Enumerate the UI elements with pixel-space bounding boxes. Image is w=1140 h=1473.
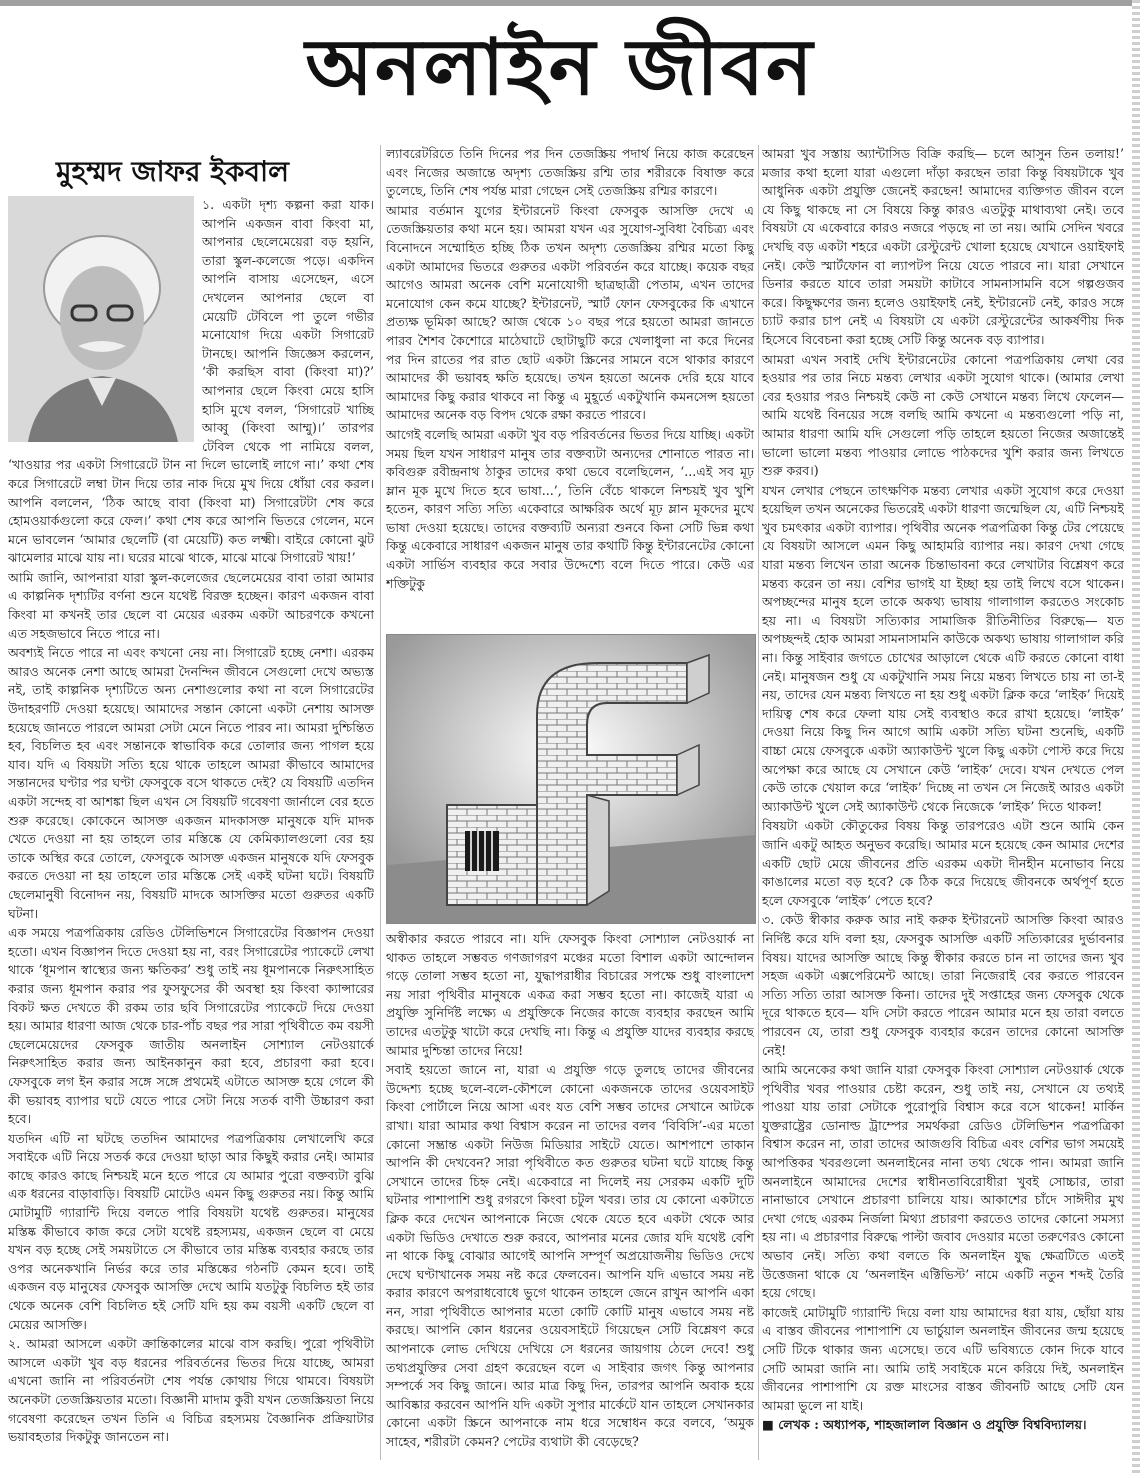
column-divider xyxy=(380,145,381,1460)
facebook-prison-illustration xyxy=(386,634,756,924)
author-portrait xyxy=(8,196,194,442)
paragraph: বিষয়টা একটা কৌতুকের বিষয় কিন্তু তারপরেও এটা শুনে আমি কেন জানি একটু আহত অনুভব করেছি। আমার মনে হয়েছে কেন আমার দেশের একটি ছোট মেয়ে জীবনের প্রতি এরকম একটা দীনহীন মনোভাব নিয়ে কাঙালের মতো বড় হবে? কে ঠিক করে দিয়েছে জীবনকে অর্থপূর্ণ হতে হলে ফেসবুকে ‘লাইক’ পেতে হবে? xyxy=(762,818,1124,908)
top-rule xyxy=(0,0,1140,6)
article-column-1 xyxy=(8,196,374,1460)
article-column-2-bottom xyxy=(386,930,754,1460)
paragraph: ১. একটা দৃশ্য কল্পনা করা যাক। আপনি একজন বাবা কিংবা মা, আপনার ছেলেমেয়েরা বড় হয়নি, তারা স্কুল-কলেজে পড়ে। একদিন আপনি বাসায় এসেছেন, এসে দেখলেন আপনার ছেলে বা মেয়েটি টেবিলে পা তুলে গভীর মনোযোগ দিয়ে একটা সিগারেট টানছে। আপনি জিজ্ঞেস করলেন, ‘কী করছিস বাবা (কিংবা মা)?’ আপনার ছেলে কিংবা মেয়ে হাসি হাসি মুখে বলল, ‘সিগারেট খাচ্ছি আব্বু (কিংবা আম্মু)।’ তারপর টেবিল থেকে পা নামিয়ে বলল, ‘খাওয়ার পর একটা সিগারেটে টান না দিলে ভালোই লাগে না।’ কথা শেষ করে সিগারেটে লম্বা টান দিয়ে তার নাক দিয়ে মুখ দিয়ে ধোঁয়া বের করল। আপনি বললেন, ‘ঠিক আছে বাবা (কিংবা মা) সিগারেটটা শেষ করে হোমওয়ার্কগুলো করে ফেল।’ কথা শেষ করে আপনি ভিতরে গেলেন, মনে মনে ভাবলেন ‘আমার ছেলেটি (বা মেয়েটি) কত লক্ষ্মী। বাইরে কোনো ঝুট ঝামেলার মাঝে যায় না। ঘরের মাঝে থাকে, মাঝে মাঝে সিগারেট খায়!’ xyxy=(8,197,374,566)
paragraph: অস্বীকার করতে পারবে না। যদি ফেসবুক কিংবা সোশ্যাল নেটওয়ার্ক না থাকত তাহলে সম্ভবত গণজাগরণ মঞ্চের মতো বিশাল একটা আন্দোলন গড়ে তোলা সম্ভব হতো না, যুদ্ধাপরাধীর বিচারের সপক্ষে শুধু বাংলাদেশ নয় সারা পৃথিবীর মানুষকে একত্র করা সম্ভব হতো না। কাজেই যারা এ প্রযুক্তি সুনির্দিষ্ট লক্ষ্যে এ প্রযুক্তিকে নিজের কাজে ব্যবহার করছেন আমি তাদের এতটুকু খাটো করে দেখছি না। কিন্তু এ প্রযুক্তি যাদের ব্যবহার করছে আমার দুশ্চিন্তা তাদের নিয়ে! xyxy=(386,931,754,1058)
paragraph: যখন লেখার পেছনে তাৎক্ষণিক মন্তব্য লেখার একটা সুযোগ করে দেওয়া হয়েছিল তখন অনেকের ভিতরেই একটা ধারণা জন্মেছিল যে, এটি নিশ্চয়ই খুব চমৎকার একটা ব্যাপার। পৃথিবীর অনেক পত্রপত্রিকা কিন্তু টের পেয়েছে যে বিষয়টা আসলে এমন কিছু আহামরি ব্যাপার নয়। কারণ দেখা গেছে যারা মন্তব্য লিখেন তারা অনেক চিন্তাভাবনা করে লেখাটার বিশ্লেষণ করে মন্তব্য করেন তা নয়। বেশির ভাগই যা ইচ্ছা হয় তাই লিখে বসে থাকেন। অপচ্ছন্দের মানুষ হলে তাকে অকথ্য ভাষায় গালাগাল করতেও সংকোচ হয় না। এ বিষয়টা সত্যিকার সামাজিক রীতিনীতির বিরুদ্ধে— যত অপচ্ছন্দই হোক আমরা সামনাসামনি কাউকে অকথ্য ভাষায় গালাগাল করি না। কিন্তু সাইবার জগতে চোখের আড়ালে থেকে এটি করতে কোনো বাধা নেই। মানুষজন শুধু যে একটুখানি সময় নিয়ে মন্তব্য লিখতে চায় না তা-ই নয়, তাদের যেন মন্তব্য লিখতে না হয় শুধু একটা ক্লিক করে ‘লাইক’ দিয়েই দায়িত্ব শেষ করে ফেলা যায় সেই ব্যবস্থাও করে রাখা হয়েছে। ‘লাইক’ দেওয়া নিয়ে কিছু দিন আগে আমি একটা সত্যি ঘটনা শুনেছি, একটি বাচ্চা মেয়ে ফেসবুকে একটা অ্যাকাউন্ট খুলে কিছু একটা পোস্ট করে দিয়ে অপেক্ষা করে আছে যে সেখানে কেউ ‘লাইক’ দেবে। যখন দেখতে পেল কেউ তাকে খেয়াল করে ‘লাইক’ দিচ্ছে না তখন সে নিজেই আরও একটা অ্যাকাউন্ট খুলে সেই অ্যাকাউন্ট থেকে নিজেকে ‘লাইক’ দিতে থাকল! xyxy=(762,482,1124,814)
paragraph: যতদিন এটি না ঘটছে ততদিন আমাদের পত্রপত্রিকায় লেখালেখি করে সবাইকে এটি নিয়ে সতর্ক করে দেওয়া ছাড়া আর কিছুই করার নেই। আমার কাছে কারও কাছে নিশ্চয়ই মনে হতে পারে যে আমার পুরো বক্তব্যটা বুঝি এক ধরনের বাড়াবাড়ি। বিষয়টি মোটেও এমন কিছু গুরুতর নয়। কিন্তু আমি মোটামুটি গ্যারান্টি দিয়ে বলতে পারি বিষয়টা যথেষ্ট গুরুতর। মানুষের মস্তিষ্ক কীভাবে কাজ করে সেটা যথেষ্ট রহস্যময়, একজন ছেলে বা মেয়ে যখন বড় হচ্ছে সেই সময়টাতে সে কীভাবে তার মস্তিষ্ক ব্যবহার করছে তার ওপর অনেকখানি নির্ভর করে তার মস্তিষ্কের গঠনটি কেমন হবে। তাই একজন বড় মানুষের ফেসবুক আসক্তি দেখে আমি যতটুকু বিচলিত হই তার থেকে অনেক বেশি বিচলিত হই সেটি যদি হয় কম বয়সী একটি ছেলে বা মেয়ের আসক্তি। xyxy=(8,1130,374,1332)
paragraph: আমার বর্তমান যুগের ইন্টারনেট কিংবা ফেসবুক আসক্তি দেখে এ তেজস্ক্রিয়তার কথা মনে হয়। আমরা যখন এর সুযোগ-সুবিধা বৈচিত্র্য এবং বিনোদনে সম্মোহিত হচ্ছি ঠিক তখন অদৃশ্য তেজস্ক্রিয় রশ্মির মতো কিছু একটা আমাদের ভিতরে গুরুতর একটা পরিবর্তন করে যাচ্ছে। কয়েক বছর আগেও আমরা অনেক বেশি মনোযোগী ছাত্রছাত্রী পেতাম, এখন তাদের মনোযোগ কেন কমে যাচ্ছে? ইন্টারনেট, স্মার্ট ফোন ফেসবুকের কি এখানে প্রত্যক্ষ ভূমিকা আছে? আজ থেকে ১০ বছর পরে হয়তো আমরা জানতে পারব শৈশব কৈশোরে মাঠেঘাটে ছোটাছুটি করে খেলাধুলা না করে দিনের পর দিন রাতের পর রাত ছোট একটা স্ক্রিনের সামনে বসে থাকার কারণে আমাদের কী ভয়াবহ ক্ষতি হয়েছে। তখন হয়তো অনেক দেরি হয়ে যাবে আমাদের কিছু করার থাকবে না কিন্তু এ মুহূর্তে একটুখানি কমনসেন্স হয়তো আমাদের অনেক বড় বিপদ থেকে রক্ষা করতে পারবে। xyxy=(386,202,754,423)
page-edge xyxy=(1132,0,1140,1473)
paragraph: কাজেই মোটামুটি গ্যারান্টি দিয়ে বলা যায় আমাদের ধরা যায়, ছোঁয়া যায় এ বাস্তব জীবনের পাশাপাশি যে ভার্চুয়াল অনলাইন জীবনের জন্ম হয়েছে সেটি টিকে থাকার জন্য এসেছে। তবে এটি ভবিষ্যতে কোন দিকে যাবে সেটি আমরা জানি না। আমি তাই সবাইকে মনে করিয়ে দিই, অনলাইন জীবনের পাশাপাশি যে রক্ত মাংসের বাস্তব জীবনটি আছে সেটি যেন আমরা ভুলে না যাই। xyxy=(762,1304,1124,1413)
article-column-3 xyxy=(762,145,1124,1460)
article-column-2-top xyxy=(386,145,754,625)
paragraph: আমরা খুব সস্তায় অ্যান্টাসিড বিক্রি করছি— চলে আসুন তিন তলায়!’ মজার কথা হলো যারা এগুলো দাঁড়া করছেন তারা কিন্তু বিষয়টাকে খুব আধুনিক একটা প্রযুক্তি জেনেই করছেন! আমাদের ব্যক্তিগত জীবন বলে যে কিছু থাকছে না সে বিষয়ে কিন্তু কারও এতটুকু মাথাব্যথা নেই। তবে বিষয়টা যে একেবারে কারও নজরে পড়ছে না তা নয়। আমি সেদিন খবরে দেখছি বড় একটা শহরে একটা রেস্টুরেন্ট খোলা হয়েছে যেখানে ওয়াইফাই নেই। কেউ স্মার্টফোন বা ল্যাপটপ নিয়ে যেতে পারবে না। যারা সেখানে ডিনার করতে যাবে তারা সময়টা কাটাবে সামনাসামনি বসে গল্পগুজব করে। কিছুক্ষণের জন্য হলেও ওয়াইফাই নেই, ইন্টারনেট নেই, কারও সঙ্গে চ্যাট করার চাপ নেই এ বিষয়টা যে একটা রেস্টুরেন্টের আকর্ষণীয় দিক হিসেবে বিবেচনা করা হচ্ছে সেটি কিন্তু অনেক বড় ব্যাপার। xyxy=(762,146,1124,347)
author-byline: মুহম্মদ জাফর ইকবাল xyxy=(56,155,290,188)
paragraph: ৩. কেউ স্বীকার করুক আর নাই করুক ইন্টারনেট আসক্তি কিংবা আরও নির্দিষ্ট করে যদি বলা হয়, ফেসবুক আসক্তি একটি সত্যিকারের দুর্ভাবনার বিষয়। যাদের আসক্তি আছে কিন্তু স্বীকার করতে চান না তাদের জন্য খুব সহজ একটা এক্সপেরিমেন্ট আছে। তারা নিজেরাই বের করতে পারবেন সত্যি সত্যি তারা আসক্ত কিনা। তাদের দুই সপ্তাহের জন্য ফেসবুক থেকে দূরে থাকতে হবে— যদি সেটা করতে পারেন আমার মনে হয় তারা বলতে পারবেন যে, তারা শুধু ফেসবুক ব্যবহার করেন তাদের কোনো আসক্তি নেই! xyxy=(762,912,1124,1058)
author-note: ■ লেখক : অধ্যাপক, শাহজালাল বিজ্ঞান ও প্রযুক্তি বিশ্ববিদ্যালয়। xyxy=(762,1417,1087,1433)
paragraph: আমরা এখন সবাই দেখি ইন্টারনেটের কোনো পত্রপত্রিকায় লেখা বের হওয়ার পর তার নিচে মন্তব্য লেখার একটা সুযোগ থাকে। (আমার লেখা বের হওয়ার পরও নিশ্চয়ই কেউ না কেউ সেখানে মন্তব্য লিখে ফেলেন— আমি যথেষ্ট বিনয়ের সঙ্গে বলছি আমি কখনো এ মন্তব্যগুলো পড়ি না, আমার ধারণা আমি যদি সেগুলো পড়ি তাহলে হয়তো নিজের অজান্তেই ভালো ভালো মন্তব্য পাওয়ার লোভে পাঠকদের খুশি করার জন্য লিখতে শুরু করব।) xyxy=(762,351,1124,479)
paragraph: আমি অনেকের কথা জানি যারা ফেসবুক কিংবা সোশ্যাল নেটওয়ার্ক থেকে পৃথিবীর খবর পাওয়ার চেষ্টা করেন, শুধু তাই নয়, সেখানে যে তথ্যই পাওয়া যায় তারা সেটাকে পুরোপুরি বিশ্বাস করে বসে থাকেন! মার্কিন যুক্তরাষ্ট্রের ডোনাল্ড ট্রাম্পের সমর্থকরা রেডিও টেলিভিশন পত্রপত্রিকা বিশ্বাস করেন না, তারা তাদের আজগুবি বিচিত্র এবং বেশির ভাগ সময়েই আপত্তিকর খবরগুলো অনলাইনের নানা তথ্য থেকে পান। আমরা জানি অনলাইনে আমাদের দেশের স্বাধীনতাবিরোধীরা খুবই সোচ্চার, তারা নানাভাবে সেখানে প্রচারণা চালিয়ে যায়। আকাশের চাঁদে সাঈদীর মুখ দেখা গেছে এরকম নির্জলা মিথ্যা প্রচারণা করতেও তাদের কোনো সমস্যা হয় না। এ প্রচারণার বিরুদ্ধে পাল্টা জবাব দেওয়ার মতো তরুণেরও কোনো অভাব নেই। সত্যি কথা বলতে কি অনলাইন যুদ্ধ ক্ষেত্রটিতে এতই উত্তেজনা থাকে যে ‘অনলাইন এক্টিভিস্ট’ নামে একটি নতুন শব্দই তৈরি হয়ে গেছে। xyxy=(762,1062,1124,1301)
paragraph: অবশ্যই নিতে পারে না এবং কখনো নেয় না। সিগারেট হচ্ছে নেশা। এরকম আরও অনেক নেশা আছে আমরা দৈনন্দিন জীবনে সেগুলো দেখে অভ্যস্ত নই, তাই কাল্পনিক দৃশ্যটিতে অন্য নেশাগুলোর কথা না বলে সিগারেটের উদাহরণটি দেওয়া হয়েছে। আমাদের সন্তান কোনো একটা নেশায় আসক্ত হয়েছে জানতে পারলে আমরা সেটা মেনে নিতে পারব না। আমরা দুশ্চিন্তিত হব, বিচলিত হব এবং সন্তানকে স্বাভাবিক করে তোলার জন্য পাগল হয়ে যাব। যদি এ বিষয়টা সত্যি হয়ে থাকে তাহলে আমরা কীভাবে আমাদের সন্তানদের ঘণ্টার পর ঘণ্টা ফেসবুকে বসে থাকতে দেই? যে বিষয়টি এতদিন একটা সন্দেহ বা আশঙ্কা ছিল এখন সে বিষয়টি গবেষণা জার্নালে বের হতে শুরু করেছে। কোকেনে আসক্ত একজন মাদকাসক্ত মানুষকে যদি মাদক খেতে দেওয়া না হয় তাহলে তার মস্তিষ্কে যে কেমিক্যালগুলো বের হয় তাকে অস্থির করে তোলে, ফেসবুকে আসক্ত একজন মানুষকে যদি ফেসবুক করতে দেওয়া না হয় তাহলে তার মস্তিষ্কে সেই একই ঘটনা ঘটে। বিষয়টি ছেলেমানুষী বিনোদন নয়, বিষয়টি মাদকে আসক্তির মতো গুরুতর একটি ঘটনা। xyxy=(8,645,374,921)
paragraph: আমি জানি, আপনারা যারা স্কুল-কলেজের ছেলেমেয়ের বাবা তারা আমার এ কাল্পনিক দৃশ্যটির বর্ণনা শুনে যথেষ্ট বিরক্ত হচ্ছেন। কারণ একজন বাবা কিংবা মা কখনই তার ছেলে বা মেয়ের এরকম একটা আচরণকে কখনো এত সহজভাবে নিতে পারে না। xyxy=(8,569,374,641)
article-title: অনলাইন জীবন xyxy=(305,23,815,113)
paragraph: ল্যাবরেটরিতে তিনি দিনের পর দিন তেজস্ক্রিয় পদার্থ নিয়ে কাজ করেছেন এবং নিজের অজান্তে অদৃশ্য তেজস্ক্রিয় রশ্মি তার শরীরকে বিষাক্ত করে তুলেছে, তিনি শেষ পর্যন্ত মারা গেছেন সেই তেজস্ক্রিয় রশ্মির কারণে। xyxy=(386,146,754,199)
column-divider xyxy=(758,145,759,1460)
paragraph: আগেই বলেছি আমরা একটা খুব বড় পরিবর্তনের ভিতর দিয়ে যাচ্ছি। একটা সময় ছিল যখন সাধারণ মানুষ তার বক্তব্যটা অন্যদের শোনাতে পারত না। কবিগুরু রবীন্দ্রনাথ ঠাকুর তাদের কথা ভেবে বলেছিলেন, ‘...এই সব মূঢ় ম্লান মূক মুখে দিতে হবে ভাষা...’, তিনি বেঁচে থাকলে নিশ্চয়ই খুব খুশি হতেন, কারণ সত্যি সত্যি একেবারে আক্ষরিক অর্থে মূঢ় ম্লান মূকদের মুখে ভাষা দেওয়া হয়েছে। তাদের বক্তব্যটি অন্যরা শুনবে কিনা সেটি ভিন্ন কথা কিন্তু একেবারে সাধারণ একজন মানুষ তার কথাটি কিন্তু ইন্টারনেটের কোনো একটা সার্ভিস ব্যবহার করে সবার উদ্দেশ্যে বলে দিতে পারে। কেউ এর শক্তিটুকু xyxy=(386,426,754,591)
paragraph: এক সময়ে পত্রপত্রিকায় রেডিও টেলিভিশনে সিগারেটের বিজ্ঞাপন দেওয়া হতো। এখন বিজ্ঞাপন দিতে দেওয়া হয় না, বরং সিগারেটের প্যাকেটে লেখা থাকে ‘ধূমপান স্বাস্থ্যের জন্য ক্ষতিকর’ শুধু তাই নয় ধূমপানকে নিরুৎসাহিত করার জন্য ধূমপান করার পর ফুসফুসের কী অবস্থা হয় কিংবা ক্যান্সারের বিকট ক্ষত দেখতে কী রকম তার ছবি সিগারেটের প্যাকেটে দিয়ে দেওয়া হয়। আমার ধারণা আজ থেকে চার-পাঁচ বছর পর সারা পৃথিবীতে কম বয়সী ছেলেমেয়েদের ফেসবুক জাতীয় অনলাইন সোশ্যাল নেটওয়ার্কে নিরুৎসাহিত করার জন্য আইনকানুন করা হবে, প্রচারণা করা হবে। ফেসবুকে লগ ইন করার সঙ্গে সঙ্গে প্রথমেই এটাতে আসক্ত হয়ে গেলে কী কী ভয়াবহ ব্যাপার ঘটে যেতে পারে সেটা নিয়ে সতর্ক বাণী উচ্চারণ করা হবে। xyxy=(8,925,374,1127)
paragraph: সবাই হয়তো জানে না, যারা এ প্রযুক্তি গড়ে তুলছে তাদের জীবনের উদ্দেশ্য হচ্ছে ছলে-বলে-কৌশলে কোনো একজনকে তাদের ওয়েবসাইট কিংবা পোর্টালে নিয়ে আসা এবং যত বেশি সম্ভব তাদের সেখানে আটকে রাখা। যারা আমার কথা বিশ্বাস করেন না তাদের বলব ‘বিবিসি’-এর মতো কোনো সম্ভ্রান্ত একটা নিউজ মিডিয়ার সাইটে যেতে। আশপাশে তাকান আপনি কী দেখবেন? সারা পৃথিবীতে কত গুরুতর ঘটনা ঘটে যাচ্ছে কিন্তু সেখানে তাদের চিহ্ন নেই। একেবারে না দিলেই নয় সেরকম একটি দুটি ঘটনার পাশাপাশি শুধু রগরগে কিংবা চটুল খবর। তার যে কোনো একটাতে ক্লিক করে দেখেন আপনাকে নিজে থেকে যেতে হবে একটা থেকে আর একটা ভিডিও দেখাতে শুরু করবে, আপনার মনের জোর যদি যথেষ্ট বেশি না থাকে কিছু বোঝার আগেই আপনি সম্পূর্ণ অপ্রয়োজনীয় ভিডিও দেখে দেখে ঘণ্টাখানেক সময় নষ্ট করে ফেলবেন। আপনি যদি এভাবে সময় নষ্ট করার কারণে অপরাধবোধে ভুগে থাকেন তাহলে জেনে রাখুন আপনি একা নন, সারা পৃথিবীতে আপনার মতো কোটি কোটি মানুষ এভাবে সময় নষ্ট করছে। আপনি কোন ধরনের ওয়েবসাইটে গিয়েছেন সেটি বিশ্লেষণ করে আপনাকে লোভ দেখিয়ে দেখিয়ে সে ধরনের জায়গায় ঠেলে দেবে! শুধু তথ্যপ্রযুক্তির সেবা গ্রহণ করেছেন বলে এ সাইবার জগৎ কিন্তু আপনার সম্পর্কে সব কিছু জানে। আর মাত্র কিছু দিন, তারপর আপনি অবাক হয়ে আবিষ্কার করবেন আপনি যদি একটা সুপার মার্কেটে যান তাহলে সেখানকার কোনো একটা স্ক্রিনে আপনাকে নাম ধরে সম্বোধন করে বলবে, ‘অমুক সাহেব, শরীরটা কেমন? পেটের ব্যথাটা কী বেড়েছে? xyxy=(386,1062,754,1450)
paragraph: ২. আমরা আসলে একটা ক্রান্তিকালের মাঝে বাস করছি। পুরো পৃথিবীটা আসলে একটা খুব বড় ধরনের পরিবর্তনের ভিতর দিয়ে যাচ্ছে, আমরা এখনো জানি না পরিবর্তনটা শেষ পর্যন্ত কোথায় গিয়ে থামবে। বিষয়টা অনেকটা তেজস্ক্রিয়তার মতো। বিজ্ঞানী মাদাম কুরী যখন তেজস্ক্রিয়তা নিয়ে গবেষণা করেছেন তখন তিনি এ বিচিত্র রহস্যময় বৈজ্ঞানিক প্রক্রিয়াটার ভয়াবহতার দিকটুকু জানতেন না। xyxy=(8,1336,374,1445)
